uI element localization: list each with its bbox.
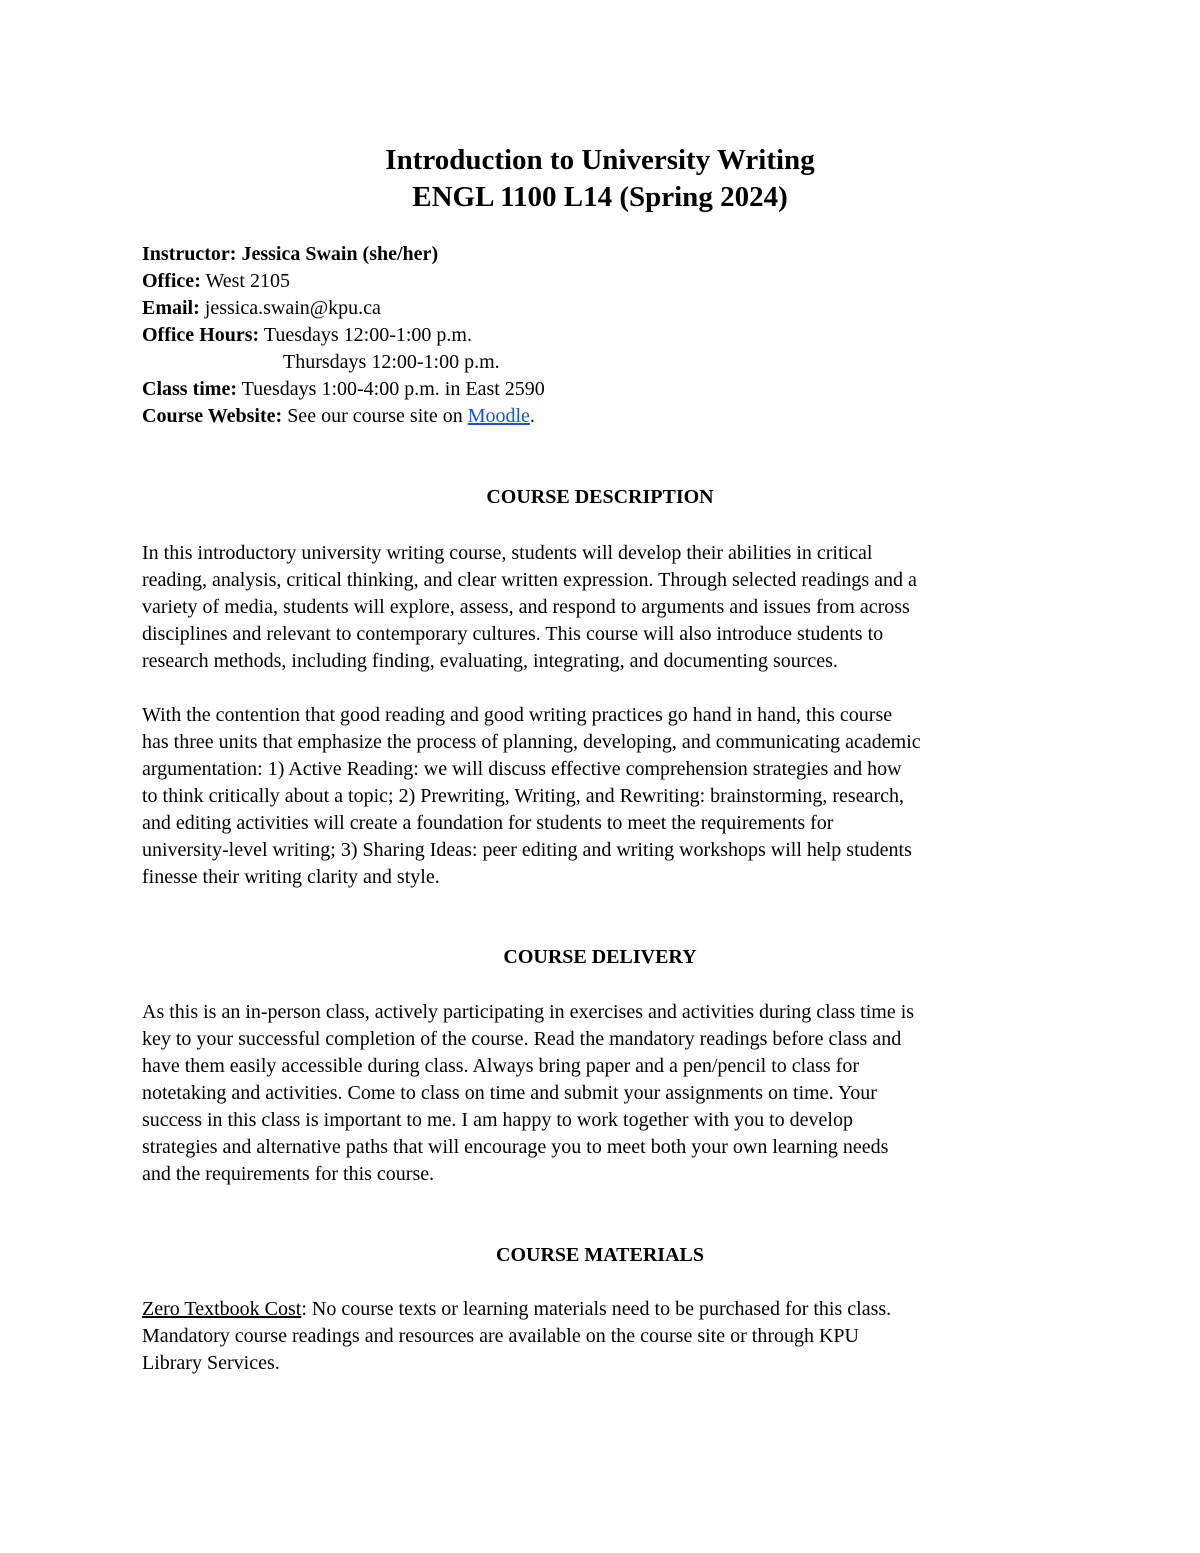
course-info-block [142, 241, 1072, 430]
instructor-label: Instructor: [142, 243, 237, 265]
zero-textbook-cost-term: Zero Textbook Cost [142, 1298, 302, 1320]
office-hours-label: Office Hours: [142, 324, 260, 346]
course-materials-heading: COURSE MATERIALS [496, 1244, 704, 1266]
course-delivery-heading: COURSE DELIVERY [503, 946, 697, 968]
email-label: Email: [142, 297, 200, 319]
office-hours-row-2 [142, 349, 1072, 376]
class-time-row [142, 376, 1072, 403]
office-label: Office: [142, 270, 201, 292]
email-row [142, 295, 1072, 322]
course-title-block [0, 142, 1200, 216]
course-code: ENGL 1100 L14 (Spring 2024) [412, 181, 788, 213]
office-hours-value-1: Tuesdays 12:00-1:00 p.m. [263, 324, 472, 346]
office-row [142, 268, 1072, 295]
office-hours-value-2: Thursdays 12:00-1:00 p.m. [283, 351, 500, 373]
course-website-label: Course Website: [142, 405, 283, 427]
email-value: jessica.swain@kpu.ca [204, 297, 381, 319]
office-value: West 2105 [205, 270, 290, 292]
course-website-prefix: See our course site on [287, 405, 463, 427]
moodle-link[interactable]: Moodle [467, 405, 530, 427]
course-website-suffix: . [529, 405, 535, 427]
instructor-row [142, 241, 1072, 268]
delivery-paragraph: As this is an in-person class, actively participating in exercises and activities during class time is key to your successful completion of the course. Read the mandatory readings before class and have them easily accessible during class. Always bring paper and a pen/pencil to class for notetaking and activities. Come to class on time and submit your assignments on time. Your success in this class is important to me. I am happy to work together with you to develop strategies and alternative paths that will encourage you to meet both your own learning needs and the requirements for this course. [142, 1001, 915, 1185]
course-website-row [142, 403, 1072, 430]
class-time-value: Tuesdays 1:00-4:00 p.m. in East 2590 [241, 378, 545, 400]
class-time-label: Class time: [142, 378, 237, 400]
description-paragraph-2: With the contention that good reading and good writing practices go hand in hand, this course has three units that emphasize the process of planning, developing, and communicating academic argumentation: 1) Active Reading: we will discuss effective comprehension strategies and how to think critically about a topic; 2) Prewriting, Writing, and Rewriting: brainstorming, research, and editing activities will create a foundation for students to meet the requirements for university-level writing; 3) Sharing Ideas: peer editing and writing workshops will help students finesse their writing clarity and style. [142, 704, 921, 888]
course-description-heading: COURSE DESCRIPTION [486, 486, 714, 508]
course-title: Introduction to University Writing [385, 144, 815, 176]
description-paragraph-1: In this introductory university writing course, students will develop their abilities in critical reading, analysis, critical thinking, and clear written expression. Through selected readings and a variety of media, students will explore, assess, and respond to arguments and issues from across disciplines and relevant to contemporary cultures. This course will also introduce students to research methods, including finding, evaluating, integrating, and documenting sources. [142, 542, 917, 672]
materials-paragraph: Zero Textbook Cost: No course texts or learning materials need to be purchased for this class. Mandatory course readings and resources are available on the course site or through KPU Library Services. [142, 1298, 892, 1374]
instructor-value: Jessica Swain (she/her) [241, 243, 439, 265]
office-hours-row [142, 322, 1072, 349]
